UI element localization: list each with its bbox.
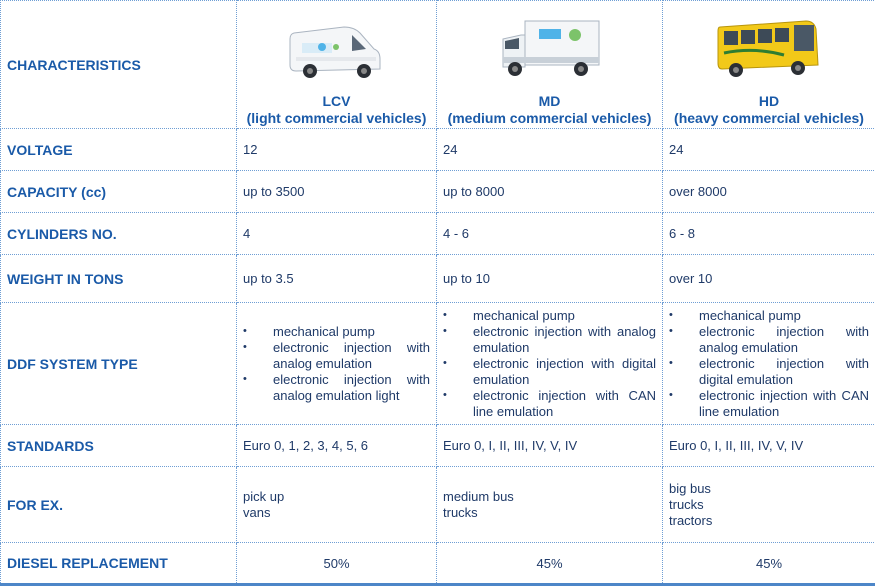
- table-row-capacity: [1, 171, 875, 213]
- ddf-label: DDF SYSTEM TYPE: [1, 303, 237, 425]
- ddf-md: [437, 303, 663, 425]
- list-item: • electronic injection with analog emulation: [443, 324, 656, 356]
- ddf-lcv: [237, 303, 437, 425]
- table-row-header: [1, 1, 875, 129]
- diesel-lcv: 50%: [237, 543, 437, 585]
- table-row-diesel: [1, 543, 875, 585]
- weight-lcv: up to 3.5: [237, 255, 437, 303]
- truck-icon: [495, 13, 605, 83]
- list-item: • electronic injection with CAN line emulation: [443, 388, 656, 420]
- table-row-ddf: [1, 303, 875, 425]
- voltage-label: VOLTAGE: [1, 129, 237, 171]
- capacity-lcv: up to 3500: [237, 171, 437, 213]
- capacity-hd: over 8000: [663, 171, 875, 213]
- list-item: • mechanical pump: [669, 308, 869, 324]
- standards-label: STANDARDS: [1, 425, 237, 467]
- diesel-label: DIESEL REPLACEMENT: [1, 543, 237, 585]
- voltage-md: 24: [437, 129, 663, 171]
- lcv-column-header: [237, 1, 437, 129]
- bus-icon: [714, 13, 824, 83]
- table-row-weight: [1, 255, 875, 303]
- capacity-md: up to 8000: [437, 171, 663, 213]
- standards-lcv: Euro 0, 1, 2, 3, 4, 5, 6: [237, 425, 437, 467]
- examples-hd: [663, 467, 875, 543]
- list-item: • electronic injection with CAN line emulation: [669, 388, 869, 420]
- ddf-md-list: [443, 308, 656, 420]
- ddf-lcv-list: [243, 324, 430, 404]
- hd-code: HD: [758, 92, 780, 109]
- weight-hd: over 10: [663, 255, 875, 303]
- characteristics-header: CHARACTERISTICS: [1, 1, 237, 129]
- weight-label: WEIGHT IN TONS: [1, 255, 237, 303]
- voltage-lcv: 12: [237, 129, 437, 171]
- list-item: • electronic injection with digital emulation: [669, 356, 869, 388]
- table-row-examples: [1, 467, 875, 543]
- list-item: • mechanical pump: [443, 308, 656, 324]
- standards-hd: Euro 0, I, II, III, IV, V, IV: [663, 425, 875, 467]
- list-item: medium bus: [443, 488, 514, 504]
- cylinders-label: CYLINDERS NO.: [1, 213, 237, 255]
- list-item: trucks: [669, 496, 704, 512]
- capacity-label: CAPACITY (cc): [1, 171, 237, 213]
- table-row-standards: [1, 425, 875, 467]
- md-code: MD: [538, 92, 561, 109]
- voltage-hd: 24: [663, 129, 875, 171]
- table-row-cylinders: [1, 213, 875, 255]
- weight-md: up to 10: [437, 255, 663, 303]
- table-row-voltage: [1, 129, 875, 171]
- standards-md: Euro 0, I, II, III, IV, V, IV: [437, 425, 663, 467]
- van-icon: [282, 13, 392, 83]
- md-column-header: [437, 1, 663, 129]
- cylinders-md: 4 - 6: [437, 213, 663, 255]
- list-item: • electronic injection with analog emulation: [669, 324, 869, 356]
- list-item: vans: [243, 504, 271, 520]
- md-description: (medium commercial vehicles): [447, 109, 652, 126]
- diesel-hd: 45%: [663, 543, 875, 585]
- cylinders-hd: 6 - 8: [663, 213, 875, 255]
- list-item: pick up: [243, 488, 285, 504]
- lcv-description: (light commercial vehicles): [246, 109, 427, 126]
- examples-lcv: [237, 467, 437, 543]
- list-item: • electronic injection with digital emulation: [443, 356, 656, 388]
- list-item: big bus: [669, 480, 711, 496]
- lcv-code: LCV: [322, 92, 351, 109]
- list-item: trucks: [443, 504, 478, 520]
- list-item: tractors: [669, 512, 713, 528]
- examples-label: FOR EX.: [1, 467, 237, 543]
- diesel-md: 45%: [437, 543, 663, 585]
- cylinders-lcv: 4: [237, 213, 437, 255]
- list-item: • mechanical pump: [243, 324, 430, 340]
- ddf-hd: [663, 303, 875, 425]
- hd-column-header: [663, 1, 875, 129]
- hd-description: (heavy commercial vehicles): [674, 109, 864, 126]
- list-item: • electronic injection with analog emulation light: [243, 372, 430, 404]
- examples-md: [437, 467, 663, 543]
- list-item: • electronic injection with analog emulation: [243, 340, 430, 372]
- ddf-hd-list: [669, 308, 869, 420]
